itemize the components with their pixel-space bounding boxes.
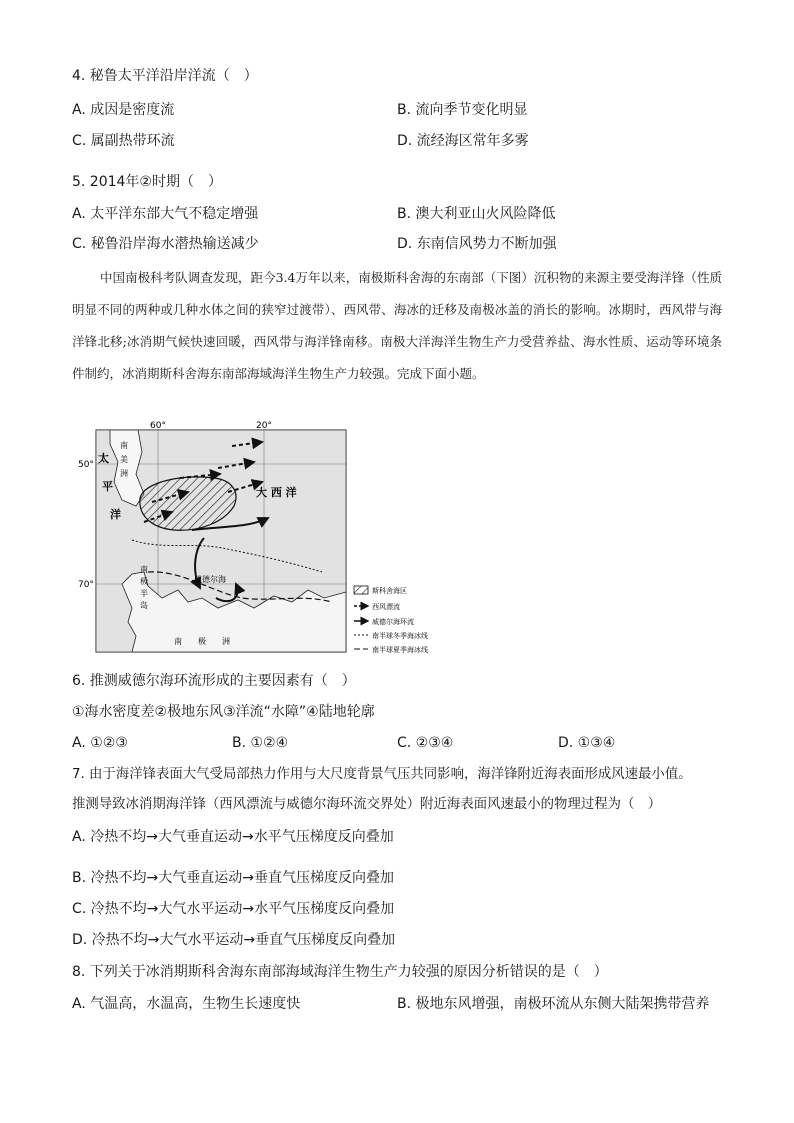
q4-option-b[interactable]: B. 流向季节变化明显 [397, 102, 528, 118]
weddell-label: 威德尔海 [194, 575, 226, 584]
q5-option-c[interactable]: C. 秘鲁沿岸海水潜热输送减少 [72, 236, 259, 252]
sa-label-2: 美 [120, 455, 128, 464]
q4-option-c[interactable]: C. 属副热带环流 [72, 133, 175, 149]
ap-label-3: 半 [140, 589, 148, 598]
legend-scotia-swatch [354, 586, 368, 594]
lon-60-label: 60° [150, 421, 166, 431]
q8-option-a[interactable]: A. 气温高，水温高，生物生长速度快 [72, 996, 301, 1012]
legend-westwind-label: 西风漂流 [372, 603, 400, 611]
q5-option-b[interactable]: B. 澳大利亚山火风险降低 [397, 206, 556, 222]
pacific-label-3: 洋 [110, 508, 121, 521]
q7-stem-1: 7. 由于海洋锋表面大气受局部热力作用与大尺度背景气压共同影响，海洋锋附近海表面形成风速最小值。 [72, 767, 692, 782]
q5-option-d[interactable]: D. 东南信风势力不断加强 [397, 236, 557, 252]
map-legend [354, 586, 428, 654]
q6-option-a[interactable]: A. ①②③ [72, 735, 128, 751]
q7-option-d[interactable]: D. 冷热不均→大气水平运动→垂直气压梯度反向叠加 [72, 932, 396, 948]
sa-label-3: 洲 [120, 469, 128, 478]
pacific-label-2: 平 [102, 480, 113, 493]
q4-option-d[interactable]: D. 流经海区常年多雾 [397, 133, 529, 149]
q6-items: ①海水密度差②极地东风③洋流“水障”④陆地轮廓 [72, 704, 375, 720]
ap-label-4: 岛 [140, 601, 148, 610]
lon-20-label: 20° [256, 421, 272, 431]
q7-option-b[interactable]: B. 冷热不均→大气垂直运动→垂直气压梯度反向叠加 [72, 870, 394, 886]
q7-option-a[interactable]: A. 冷热不均→大气垂直运动→水平气压梯度反向叠加 [72, 829, 394, 845]
atlantic-label: 大 西 洋 [256, 486, 297, 499]
q4-option-a[interactable]: A. 成因是密度流 [72, 102, 175, 118]
q8-stem: 8. 下列关于冰消期斯科舍海东南部海域海洋生物生产力较强的原因分析错误的是（ ） [72, 964, 608, 980]
lat-70-label: 70° [78, 580, 94, 590]
q6-option-c[interactable]: C. ②③④ [397, 735, 454, 751]
q5-option-a[interactable]: A. 太平洋东部大气不稳定增强 [72, 206, 259, 222]
legend-weddell-label: 威德尔海环流 [372, 618, 414, 626]
q6-option-b[interactable]: B. ①②④ [232, 735, 289, 751]
legend-winter-ice-label: 南半球冬季海冰线 [372, 632, 428, 640]
q7-option-c[interactable]: C. 冷热不均→大气水平运动→水平气压梯度反向叠加 [72, 901, 395, 917]
q4-stem: 4. 秘鲁太平洋沿岸洋流（ ） [72, 68, 258, 84]
legend-summer-ice-label: 南半球夏季海冰线 [372, 646, 428, 654]
passage-text: 中国南极科考队调查发现，距今3.4万年以来，南极斯科舍海的东南部（下图）沉积物的来源主要受海洋锋（性质明显不同的两种或几种水体之间的狭窄过渡带）、西风带、海冰的迁移及南极冰盖的消长的影响。冰期时，西风带与海洋锋北移;冰消期气候快速回暖，西风带与海洋锋南移。南极大洋海洋生物生产力受营养盐、海水性质、运动等环境条件制约，冰消期斯科舍海东南部海域海洋生物生产力较强。完成下面小题。 [72, 270, 722, 381]
scotia-sea-map [78, 421, 464, 664]
lat-50-label: 50° [78, 460, 94, 470]
ap-label-1: 南 [140, 565, 148, 574]
q6-stem: 6. 推测威德尔海环流形成的主要因素有（ ） [72, 673, 356, 689]
ap-label-2: 极 [140, 577, 148, 586]
passage [72, 262, 722, 390]
legend-scotia-label: 斯科舍海区 [372, 587, 407, 595]
pacific-label-1: 太 [98, 452, 109, 465]
sa-label-1: 南 [120, 441, 128, 450]
q8-option-b[interactable]: B. 极地东风增强，南极环流从东侧大陆架携带营养 [397, 996, 710, 1012]
q7-stem-2: 推测导致冰消期海洋锋（西风漂流与威德尔海环流交界处）附近海表面风速最小的物理过程为（ ） [72, 797, 662, 812]
q5-stem: 5. 2014年②时期（ ） [72, 174, 222, 190]
q6-option-d[interactable]: D. ①③④ [558, 735, 616, 751]
antarctica-label: 南 极 洲 [174, 637, 230, 646]
